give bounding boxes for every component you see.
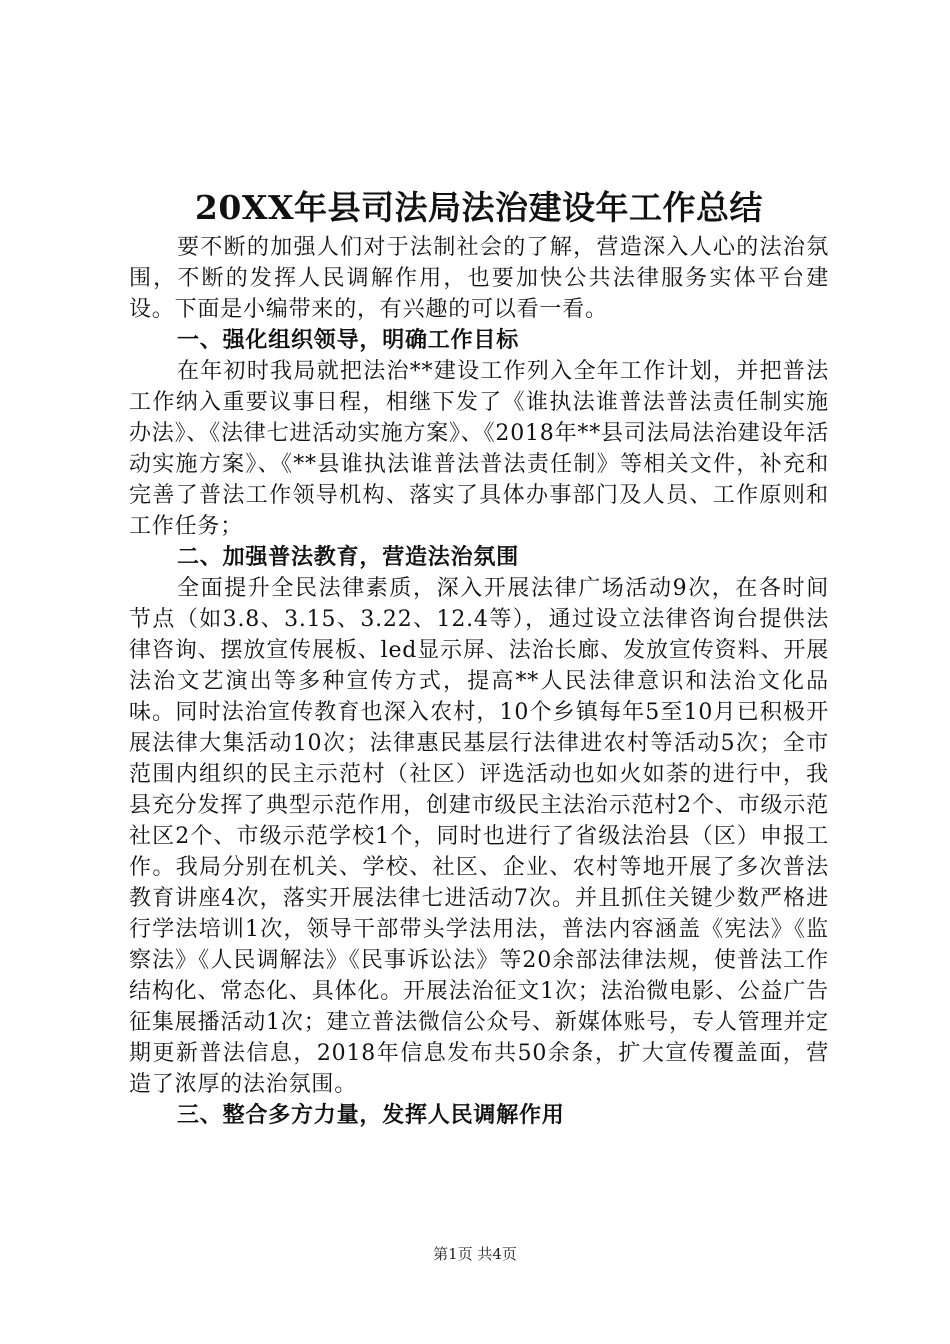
section-body-1: 在年初时我局就把法治**建设工作列入全年工作计划，并把普法工作纳入重要议事日程，相继下发了《谁执法谁普法普法责任制实施办法》、《法律七进活动实施方案》、《2018年**县司法局法治建设年活动实施方案》、《**县谁执法谁普法普法责任制》等相关文件，补充和完善了普法工作领导机构、落实了具体办事部门及人员、工作原则和工作任务；	[129, 359, 829, 539]
section-body-2: 全面提升全民法律素质，深入开展法律广场活动9次，在各时间节点（如3.8、3.15、3.22、12.4等），通过设立法律咨询台提供法律咨询、摆放宣传展板、led显示屏、法治长廊、发放宣传资料、开展法治文艺演出等多种宣传方式，提高**人民法律意识和法治文化品味。同时法治宣传教育也深入农村，10个乡镇每年5至10月已积极开展法律大集活动10次；法律惠民基层行法律进农村等活动5次；全市范围内组织的民主示范村（社区）评选活动也如火如荼的进行中，我县充分发挥了典型示范作用，创建市级民主法治示范村2个、市级示范社区2个、市级示范学校1个，同时也进行了省级法治县（区）申报工作。我局分别在机关、学校、社区、企业、农村等地开展了多次普法教育讲座4次，落实开展法律七进活动7次。并且抓住关键少数严格进行学法培训1次，领导干部带头学法用法，普法内容涵盖《宪法》《监察法》《人民调解法》《民事诉讼法》等20余部法律法规，使普法工作结构化、常态化、具体化。开展法治征文1次；法治微电影、公益广告征集展播活动1次；建立普法微信公众号、新媒体账号，专人管理并定期更新普法信息，2018年信息发布共50余条，扩大宣传覆盖面，营造了浓厚的法治氛围。	[129, 576, 829, 1097]
intro-paragraph: 要不断的加强人们对于法制社会的了解，营造深入人心的法治氛围，不断的发挥人民调解作用，也要加快公共法律服务实体平台建设。下面是小编带来的，有兴趣的可以看一看。	[129, 235, 829, 322]
section-heading-2: 二、加强普法教育，营造法治氛围	[177, 545, 520, 570]
section-heading-1: 一、强化组织领导，明确工作目标	[177, 328, 520, 353]
section-heading-3: 三、整合多方力量，发挥人民调解作用	[177, 1103, 565, 1128]
page-number-footer: 第1页 共4页	[433, 1245, 517, 1263]
document-title: 20XX年县司法局法治建设年工作总结	[194, 188, 764, 227]
document-content	[129, 186, 829, 1131]
